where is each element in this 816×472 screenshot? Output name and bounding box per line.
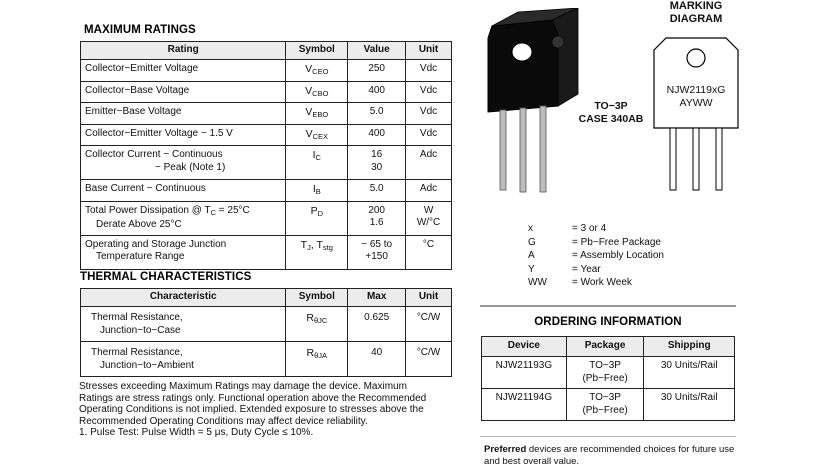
value-cell: 16 30 bbox=[348, 146, 406, 180]
table-row bbox=[81, 201, 452, 235]
marking-hole bbox=[687, 49, 705, 67]
unit-cell: °C/W bbox=[406, 342, 452, 377]
package-cell: TO−3P (Pb−Free) bbox=[566, 389, 644, 421]
marking-code-line: NJW2119xG bbox=[666, 84, 726, 96]
table-row bbox=[482, 389, 735, 421]
rating-cell: Base Current − Continuous bbox=[81, 180, 286, 202]
column-header-device: Device bbox=[482, 337, 567, 357]
rating-cell: Total Power Dissipation @ $T_C = 25^\circ C$ Derate Above 25°C bbox=[81, 201, 286, 235]
ordering-information-title: ORDERING INFORMATION bbox=[534, 316, 682, 328]
maximum-ratings-title: MAXIMUM RATINGS bbox=[84, 24, 196, 36]
lead-emitter bbox=[540, 106, 546, 192]
marking-lead bbox=[693, 128, 699, 190]
package-case: CASE 340AB bbox=[578, 112, 644, 125]
device-cell: NJW21193G bbox=[482, 357, 567, 389]
marking-code-line: AYWW bbox=[679, 97, 713, 109]
value-cell: 250 bbox=[348, 60, 406, 82]
unit-cell: Vdc bbox=[406, 60, 452, 82]
value-cell: 200 1.6 bbox=[348, 201, 406, 235]
max-cell: 40 bbox=[348, 342, 406, 377]
symbol-cell: $R_{\theta JA}$ bbox=[286, 342, 348, 377]
column-header-rating: Rating bbox=[81, 42, 286, 60]
unit-cell: W W/°C bbox=[406, 201, 452, 235]
column-header-unit: Unit bbox=[406, 42, 452, 60]
ordering-top-rule bbox=[480, 305, 736, 307]
table-row bbox=[81, 307, 452, 342]
symbol-cell: $V_{CEO}$ bbox=[286, 60, 348, 82]
symbol-cell: $P_D$ bbox=[286, 201, 348, 235]
marking-diagram-title: MARKING DIAGRAM bbox=[669, 0, 723, 25]
rating-cell: Collector−Base Voltage bbox=[81, 81, 286, 103]
rating-cell: Collector−Emitter Voltage bbox=[81, 60, 286, 82]
mounting-hole bbox=[512, 43, 532, 61]
preferred-devices-note: Preferred devices are recommended choices for future use and best overall value. bbox=[484, 444, 735, 467]
value-cell: − 65 to +150 bbox=[348, 235, 406, 269]
legend-item: A = Assembly Location bbox=[528, 250, 664, 261]
thermal-characteristics-title: THERMAL CHARACTERISTICS bbox=[80, 271, 252, 283]
legend-item: G = Pb−Free Package bbox=[528, 236, 661, 248]
stress-note-line: Operating Conditions is not implied. Extended exposure to stresses above the bbox=[79, 404, 424, 415]
stress-note-line: Ratings are stress ratings only. Functional operation above the Recommended bbox=[79, 392, 427, 404]
package-body bbox=[488, 20, 558, 112]
package-cell: TO−3P (Pb−Free) bbox=[566, 357, 644, 389]
column-header-package: Package bbox=[566, 337, 644, 357]
package-name: TO−3P bbox=[594, 100, 628, 112]
lead-collector bbox=[520, 108, 526, 192]
unit-cell: Adc bbox=[406, 180, 452, 202]
unit-cell: Vdc bbox=[406, 103, 452, 125]
marking-diagram-illustration bbox=[646, 32, 746, 192]
rating-cell: Operating and Storage Junction Temperature Range bbox=[81, 235, 286, 269]
value-cell: 400 bbox=[348, 81, 406, 103]
column-header-characteristic: Characteristic bbox=[81, 289, 286, 307]
legend-item: x = 3 or 4 bbox=[528, 223, 607, 234]
ordering-table bbox=[481, 336, 735, 421]
unit-cell: Vdc bbox=[406, 81, 452, 103]
table-row bbox=[482, 357, 735, 389]
symbol-cell: $V_{CBO}$ bbox=[286, 81, 348, 103]
unit-cell: Vdc bbox=[406, 124, 452, 146]
symbol-cell: $V_{CEX}$ bbox=[286, 124, 348, 146]
table-row bbox=[81, 81, 452, 103]
column-header-shipping: Shipping bbox=[644, 337, 735, 357]
table-row bbox=[81, 180, 452, 202]
table-row bbox=[81, 60, 452, 82]
table-header-row bbox=[81, 289, 452, 307]
pulse-test-footnote: 1. Pulse Test: Pulse Width = 5 μs, Duty Cycle ≤ 10%. bbox=[79, 427, 314, 438]
table-row bbox=[81, 342, 452, 377]
column-header-value: Value bbox=[348, 42, 406, 60]
legend-item: Y = Year bbox=[528, 263, 601, 275]
package-leads bbox=[500, 106, 546, 192]
marking-lead bbox=[716, 128, 722, 190]
column-header-symbol: Symbol bbox=[286, 42, 348, 60]
stress-note-line: Stresses exceeding Maximum Ratings may damage the device. Maximum bbox=[79, 381, 407, 392]
marking-lead bbox=[670, 128, 676, 190]
characteristic-cell: Thermal Resistance, Junction−to−Case bbox=[81, 307, 286, 342]
thermal-characteristics-table bbox=[80, 288, 452, 377]
column-header-symbol: Symbol bbox=[286, 289, 348, 307]
shipping-cell: 30 Units/Rail bbox=[644, 357, 735, 389]
column-header-max: Max bbox=[348, 289, 406, 307]
legend-item: WW = Work Week bbox=[528, 277, 632, 288]
unit-cell: Adc bbox=[406, 146, 452, 180]
characteristic-cell: Thermal Resistance, Junction−to−Ambient bbox=[81, 342, 286, 377]
device-cell: NJW21194G bbox=[482, 389, 567, 421]
mounting-hole-rear bbox=[552, 36, 564, 48]
table-header-row bbox=[482, 337, 735, 357]
table-row bbox=[81, 124, 452, 146]
unit-cell: °C/W bbox=[406, 307, 452, 342]
marking-code bbox=[648, 84, 744, 110]
marking-legend bbox=[528, 222, 664, 290]
package-label bbox=[566, 100, 656, 125]
symbol-cell: $I_C$ bbox=[286, 146, 348, 180]
symbol-cell: $V_{EBO}$ bbox=[286, 103, 348, 125]
table-header-row bbox=[81, 42, 452, 60]
table-row bbox=[81, 103, 452, 125]
value-cell: 400 bbox=[348, 124, 406, 146]
rating-cell: Emitter−Base Voltage bbox=[81, 103, 286, 125]
table-row bbox=[81, 146, 452, 180]
value-cell: 5.0 bbox=[348, 103, 406, 125]
symbol-cell: $R_{\theta JC}$ bbox=[286, 307, 348, 342]
marking-leads bbox=[670, 128, 722, 190]
max-cell: 0.625 bbox=[348, 307, 406, 342]
table-row bbox=[81, 235, 452, 269]
shipping-cell: 30 Units/Rail bbox=[644, 389, 735, 421]
column-header-unit: Unit bbox=[406, 289, 452, 307]
stress-note-line: Recommended Operating Conditions may affect device reliability. bbox=[79, 415, 368, 427]
stress-notes bbox=[79, 381, 453, 439]
symbol-cell: $T_J$, $T_{stg}$ bbox=[286, 235, 348, 269]
value-cell: 5.0 bbox=[348, 180, 406, 202]
maximum-ratings-table bbox=[80, 41, 452, 270]
lead-base bbox=[500, 110, 506, 190]
unit-cell: °C bbox=[406, 235, 452, 269]
rating-cell: Collector−Emitter Voltage − 1.5 V bbox=[81, 124, 286, 146]
symbol-cell: $I_B$ bbox=[286, 180, 348, 202]
rating-cell: Collector Current − Continuous − Peak (Note 1) bbox=[81, 146, 286, 180]
preferred-divider bbox=[480, 436, 736, 437]
